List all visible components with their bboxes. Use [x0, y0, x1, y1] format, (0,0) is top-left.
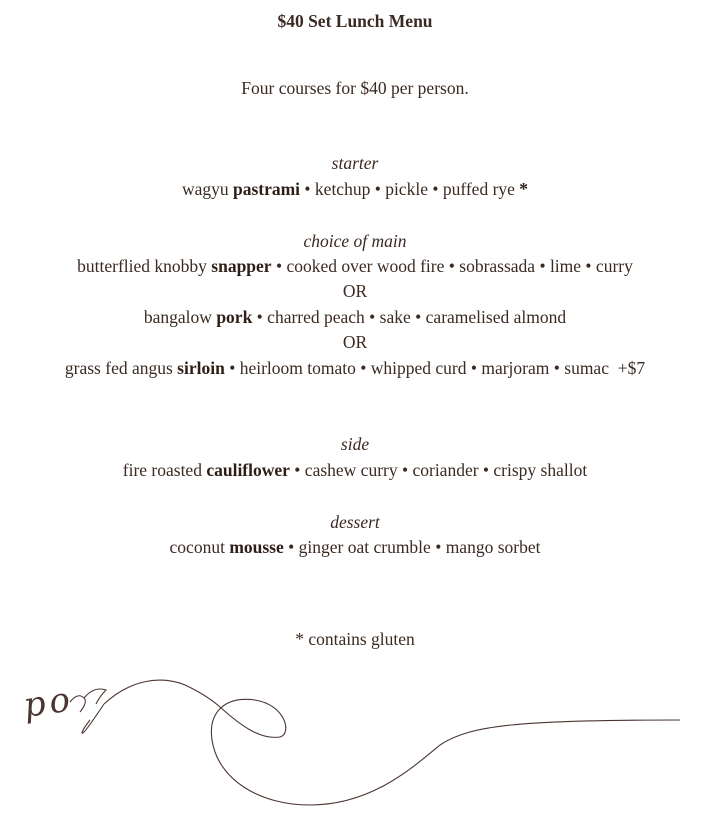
svg-text:po: po: [21, 679, 77, 726]
dish-text: • cashew curry • coriander • crispy shallot: [289, 460, 588, 480]
menu-item-line: [0, 178, 710, 200]
dish-text: OR: [342, 332, 368, 352]
section-heading: side: [340, 434, 370, 454]
dish-highlight: pastrami: [232, 179, 301, 199]
dish-highlight: pork: [216, 307, 253, 327]
dish-text: wagyu: [181, 179, 233, 199]
dish-text: fire roasted: [122, 460, 207, 480]
menu-subtitle: Four courses for $40 per person.: [241, 78, 469, 98]
menu-item-line: [0, 357, 710, 379]
menu-item-line: [0, 331, 710, 353]
dish-text: • cooked over wood fire • sobrassada • lime • curry: [271, 256, 633, 276]
section-heading: dessert: [330, 512, 380, 532]
dish-text: OR: [342, 281, 368, 301]
dish-text: • ginger oat crumble • mango sorbet: [283, 537, 541, 557]
menu-item-line: [0, 255, 710, 277]
dish-highlight: cauliflower: [206, 460, 290, 480]
dish-highlight: sirloin: [177, 358, 225, 378]
menu-item-line: [0, 536, 710, 558]
section-heading: starter: [331, 153, 379, 173]
dish-highlight: *: [519, 179, 529, 199]
gluten-footnote: * contains gluten: [295, 629, 415, 649]
dish-text: • charred peach • sake • caramelised almond: [252, 307, 567, 327]
menu-title: $40 Set Lunch Menu: [277, 11, 433, 31]
pony-logo: [0, 660, 710, 817]
dish-text: • ketchup • pickle • puffed rye: [300, 179, 520, 199]
menu-item-line: [0, 459, 710, 481]
dish-text: • heirloom tomato • whipped curd • marjoram • sumac +$7: [224, 358, 646, 378]
dish-text: coconut: [169, 537, 230, 557]
dish-highlight: snapper: [211, 256, 272, 276]
menu-item-line: [0, 306, 710, 328]
menu-item-line: [0, 280, 710, 302]
dish-highlight: mousse: [229, 537, 284, 557]
dish-text: grass fed angus: [64, 358, 178, 378]
dish-text: butterflied knobby: [77, 256, 212, 276]
section-heading: choice of main: [303, 231, 407, 251]
dish-text: bangalow: [143, 307, 217, 327]
